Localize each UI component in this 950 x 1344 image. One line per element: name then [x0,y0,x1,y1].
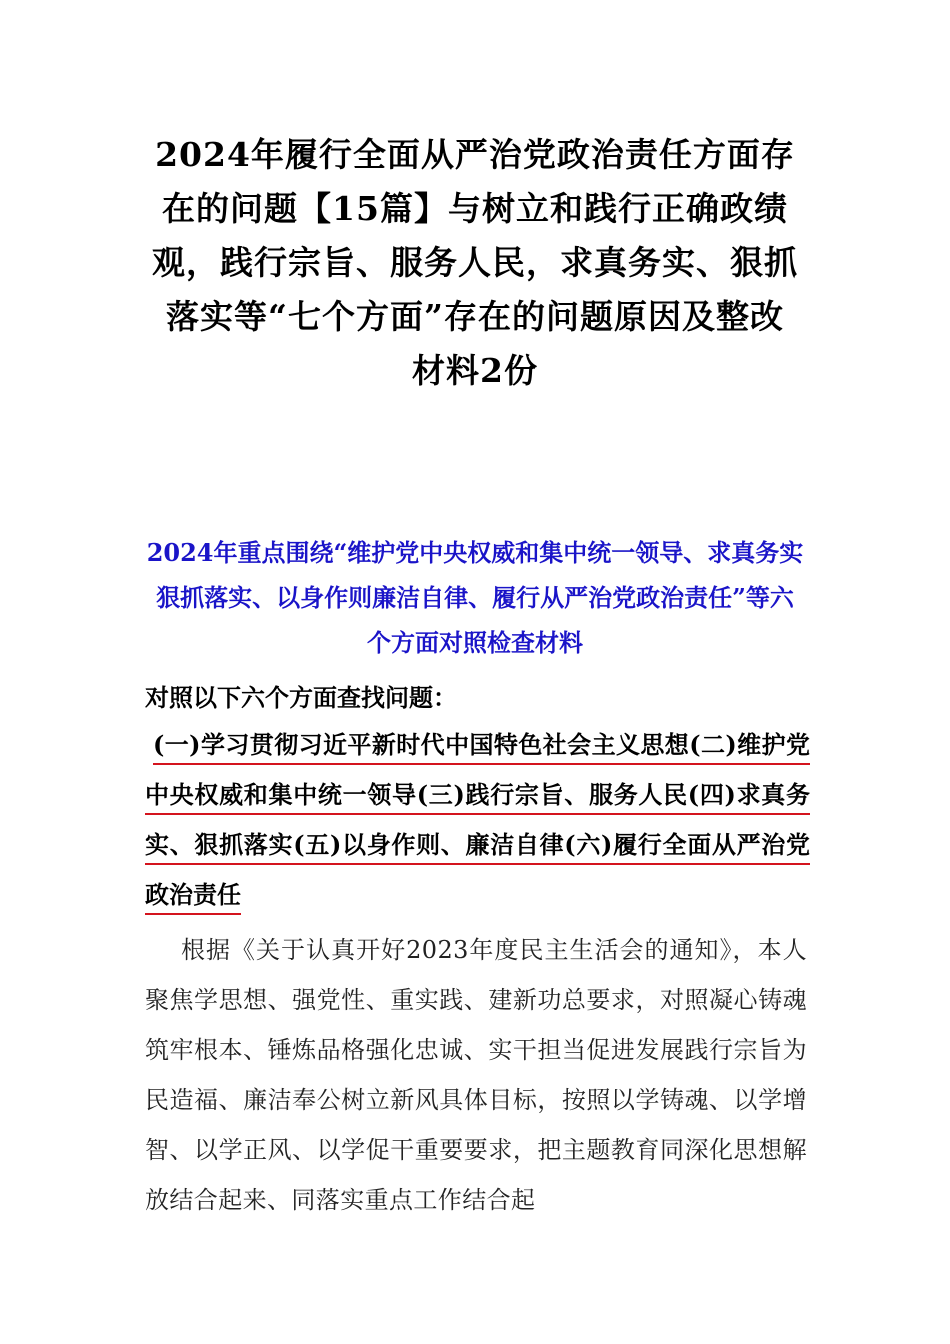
intro-line: 对照以下六个方面查找问题： [145,683,457,712]
six-aspects-paragraph [145,720,810,920]
document-subtitle: 2024年重点围绕“维护党中央权威和集中统一领导、求真务实狠抓落实、以身作则廉洁自律、履行从严治党政治责任”等六个方面对照检查材料 [146,538,804,657]
body-paragraph: 根据《关于认真开好2023年度民主生活会的通知》，本人聚焦学思想、强党性、重实践、建新功总要求，对照凝心铸魂筑牢根本、锤炼品格强化忠诚、实干担当促进发展践行宗旨为民造福、廉洁奉公树立新风具体目标，按照以学铸魂、以学增智、以学正风、以学促干重要要求，把主题教育同深化思想解放结合起来、同落实重点工作结合起 [145,936,807,1214]
document-title: 2024年履行全面从严治党政治责任方面存在的问题【15篇】与树立和践行正确政绩观，践行宗旨、服务人民，求真务实、狠抓落实等“七个方面”存在的问题原因及整改材料2份 [152,135,798,390]
six-aspects-text: (一)学习贯彻习近平新时代中国特色社会主义思想(二)维护党中央权威和集中统一领导(三)践行宗旨、服务人民(四)求真务实、狠抓落实(五)以身作则、廉洁自律(六)履行全面从严治党政治责任 [145,730,810,909]
